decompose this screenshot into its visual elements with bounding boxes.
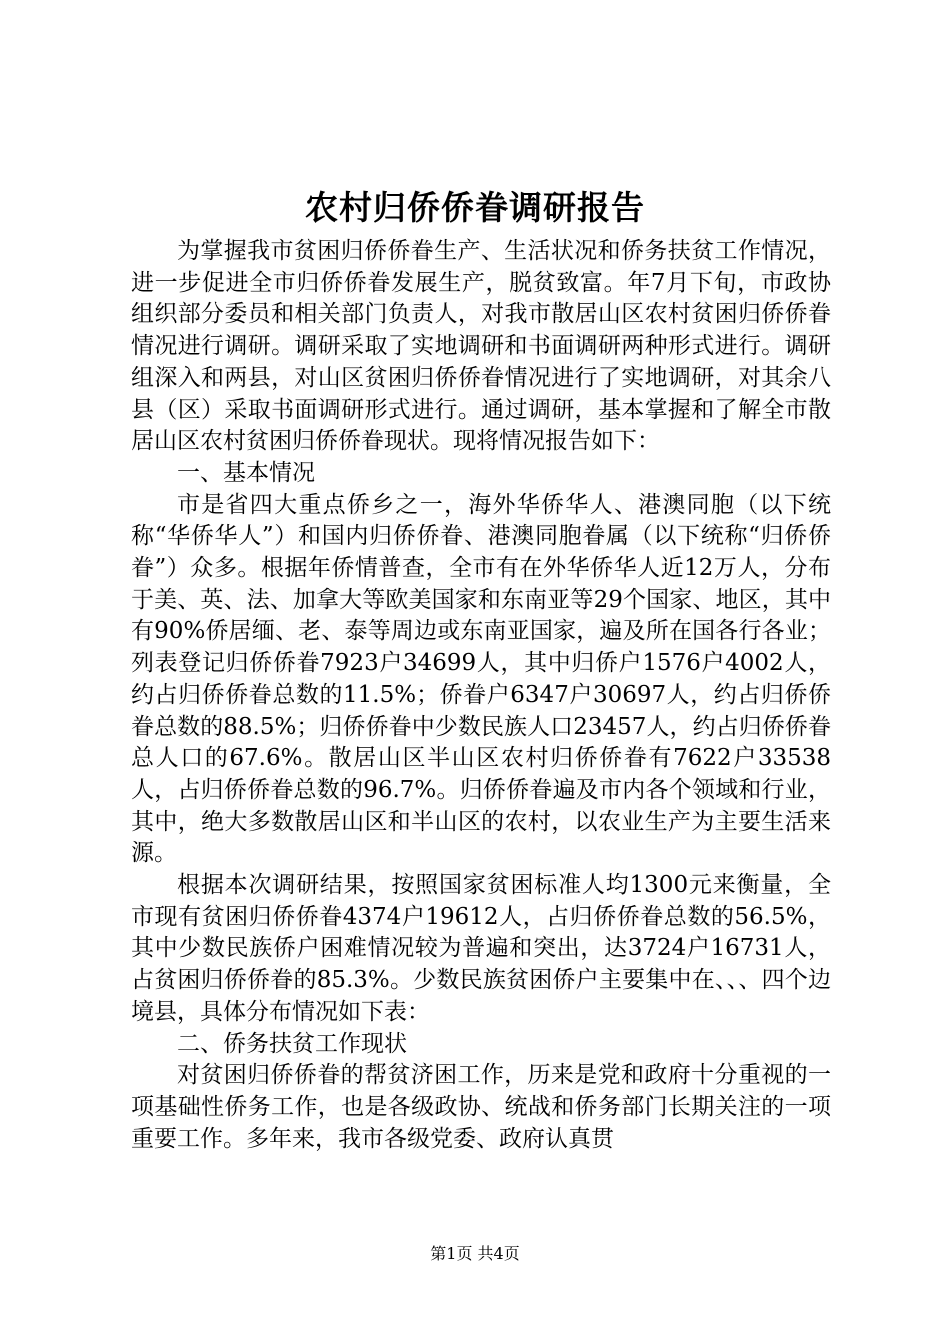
intro-paragraph: 为掌握我市贫困归侨侨眷生产、生活状况和侨务扶贫工作情况，进一步促进全市归侨侨眷发展生产，脱贫致富。年7月下旬，市政协组织部分委员和相关部门负责人，对我市散居山区农村贫困归侨侨眷情况进行调研。调研采取了实地调研和书面调研两种形式进行。调研组深入和两县，对山区贫困归侨侨眷情况进行了实地调研，对其余八县（区）采取书面调研形式进行。通过调研，基本掌握和了解全市散居山区农村贫困归侨侨眷现状。现将情况报告如下：: [131, 238, 831, 455]
basic-info-paragraph: 市是省四大重点侨乡之一，海外华侨华人、港澳同胞（以下统称“华侨华人”）和国内归侨侨眷、港澳同胞眷属（以下统称“归侨侨眷”）众多。根据年侨情普查，全市有在外华侨华人近12万人，分布于美、英、法、加拿大等欧美国家和东南亚等29个国家、地区，其中有90%侨居缅、老、泰等周边或东南亚国家，遍及所在国各行各业；列表登记归侨侨眷7923户34699人，其中归侨户1576户4002人，约占归侨侨眷总数的11.5%；侨眷户6347户30697人，约占归侨侨眷总数的88.5%；归侨侨眷中少数民族人口23457人，约占归侨侨眷总人口的67.6%。散居山区半山区农村归侨侨眷有7622户33538人，占归侨侨眷总数的96.7%。归侨侨眷遍及市内各个领域和行业，其中，绝大多数散居山区和半山区的农村，以农业生产为主要生活来源。: [131, 491, 831, 867]
document-title: 农村归侨侨眷调研报告: [305, 188, 645, 227]
work-status-paragraph: 对贫困归侨侨眷的帮贫济困工作，历来是党和政府十分重视的一项基础性侨务工作，也是各级政协、统战和侨务部门长期关注的一项重要工作。多年来，我市各级党委、政府认真贯: [131, 1062, 831, 1152]
document-body: [131, 236, 831, 1155]
section-heading-basic: 一、基本情况: [177, 459, 315, 486]
poverty-paragraph: 根据本次调研结果，按照国家贫困标准人均1300元来衡量，全市现有贫困归侨侨眷4374户19612人，占归侨侨眷总数的56.5%，其中少数民族侨户困难情况较为普遍和突出，达3724户16731人，占贫困归侨侨眷的85.3%。少数民族贫困侨户主要集中在、、、四个边境县，具体分布情况如下表：: [131, 872, 831, 1025]
section-heading-work-status: 二、侨务扶贫工作现状: [177, 1030, 407, 1057]
page-number: 第1页 共4页: [430, 1244, 520, 1263]
